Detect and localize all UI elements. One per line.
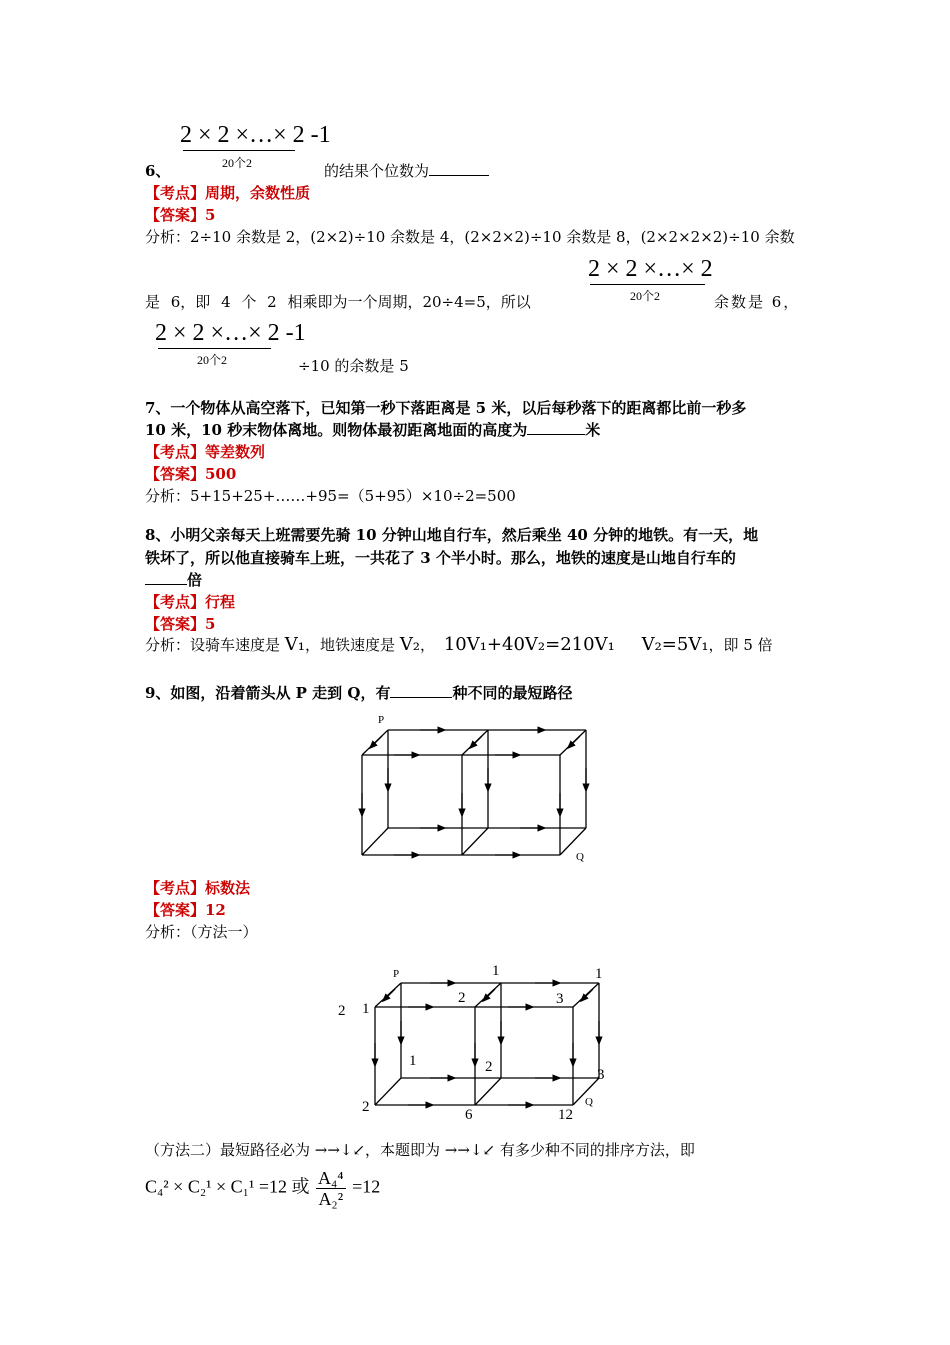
q6-analysis-line1: 分析：2÷10 余数是 2，(2×2)÷10 余数是 4，(2×2×2)÷10 余数是 8，(2×2×2×2)÷10 余数 (145, 228, 795, 246)
q8-blank (145, 584, 187, 585)
q9-blank (390, 697, 452, 698)
q8-equation-2: V₂=5V₁ (641, 634, 709, 655)
q9-method2: （方法二）最短路径必为 →→↓↙，本题即为 →→↓↙ 有多少种不同的排序方法，即 (145, 1141, 695, 1159)
count-label: 2 (458, 990, 466, 1006)
count-label: 2 (362, 1099, 370, 1115)
q6-underbrace-2 (590, 284, 705, 285)
q8-v1: V₁ (284, 634, 306, 655)
q9-figure (350, 708, 610, 868)
q9-method1: 分析：（方法一） (145, 923, 258, 941)
q6-blank (429, 175, 489, 176)
q7-line1: 7、一个物体从高空落下，已知第一秒下落距离是 5 米，以后每秒落下的距离都比前一秒多 (145, 399, 747, 417)
q8-equation-1: 10V₁+40V₂=210V₁ (443, 634, 615, 655)
q9-counts-label-p: P (393, 968, 400, 980)
q6-under-label: 20个2 (222, 156, 253, 170)
q9-kaodian: 【考点】标数法 (145, 879, 251, 897)
q8-line3: 倍 (145, 570, 202, 590)
q6-expression-3: 2 × 2 ×…× 2 -1 (155, 320, 306, 346)
count-label: 1 (362, 1001, 370, 1017)
q6-analysis-line2b: 余数是 6， (714, 293, 801, 311)
q6-underbrace (183, 150, 295, 151)
q7-blank (527, 434, 585, 435)
count-label: 3 (597, 1067, 605, 1083)
q9-formula-combination: C₄² × C₂¹ × C₁¹ =12 或 (145, 1176, 310, 1197)
q8-analysis: 分析：设骑车速度是 V₁，地铁速度是 V₂， 10V₁+40V₂=210V₁ V₂=5V₁，即 5 倍 (145, 634, 773, 655)
count-label: 2 (338, 1003, 346, 1019)
q7-analysis: 分析：5+15+25+……+95=（5+95）×10÷2=500 (145, 487, 516, 505)
count-label: 1 (595, 966, 603, 982)
count-label: 1 (492, 963, 500, 979)
count-label: 1 (409, 1053, 417, 1069)
q6-prompt: 的结果个位数为 (324, 161, 489, 181)
q9-label-q: Q (576, 851, 584, 863)
q6-under-label-3: 20个2 (197, 353, 228, 367)
q7-kaodian: 【考点】等差数列 (145, 443, 266, 461)
count-label: 6 (465, 1107, 473, 1123)
q9-line: 9、如图，沿着箭头从 P 走到 Q，有 种不同的最短路径 (145, 684, 573, 702)
q9-answer: 【答案】12 (145, 901, 226, 919)
q7-answer: 【答案】500 (145, 465, 237, 483)
q6-expression-2: 2 × 2 ×…× 2 (588, 256, 713, 282)
q6-number: 6、 (145, 162, 171, 180)
q6-expression (180, 122, 331, 148)
q9-counts-label-q: Q (585, 1096, 593, 1108)
q9-fraction-denominator: A₂² (318, 1189, 344, 1209)
count-label: 12 (558, 1107, 573, 1123)
q8-line2: 铁坏了，所以他直接骑车上班，一共花了 3 个半小时。那么，地铁的速度是山地自行车的 (145, 549, 736, 567)
q6-answer: 【答案】5 (145, 206, 216, 224)
q9-figure-counts (330, 955, 620, 1125)
q6-analysis-line2a: 是 6，即 4 个 2 相乘即为一个周期，20÷4=5，所以 (145, 293, 531, 311)
q6-product: 2 × 2 ×…× 2 (180, 122, 305, 148)
q8-answer: 【答案】5 (145, 615, 216, 633)
q9-counts-numbers (338, 963, 605, 1123)
q6-analysis-line3: ÷10 的余数是 5 (298, 357, 409, 375)
q6-underbrace-3 (158, 348, 271, 349)
q7-line2: 10 米，10 秒末物体离地。则物体最初距离地面的高度为 米 (145, 421, 601, 439)
q9-counts-arrows (375, 983, 599, 1105)
q6-minus-one: -1 (310, 122, 331, 148)
q8-v2: V₂ (399, 634, 421, 655)
count-label: 2 (485, 1059, 493, 1075)
q9-fraction-numerator: A₄⁴ (318, 1168, 344, 1188)
q9-formula-result: =12 (352, 1176, 381, 1197)
count-label: 3 (556, 991, 564, 1007)
q8-line1: 8、小明父亲每天上班需要先骑 10 分钟山地自行车，然后乘坐 40 分钟的地铁。有一天，地 (145, 526, 759, 544)
q9-figure-edges (362, 730, 586, 855)
q6-under-label-2: 20个2 (630, 289, 661, 303)
q6-kaodian: 【考点】周期，余数性质 (145, 184, 311, 202)
q9-label-p: P (378, 714, 385, 726)
q9-fraction (316, 1168, 346, 1209)
q9-formula (145, 1168, 380, 1209)
q8-kaodian: 【考点】行程 (145, 593, 236, 611)
q9-figure-arrows (362, 730, 586, 855)
q9-counts-edges (375, 983, 599, 1105)
